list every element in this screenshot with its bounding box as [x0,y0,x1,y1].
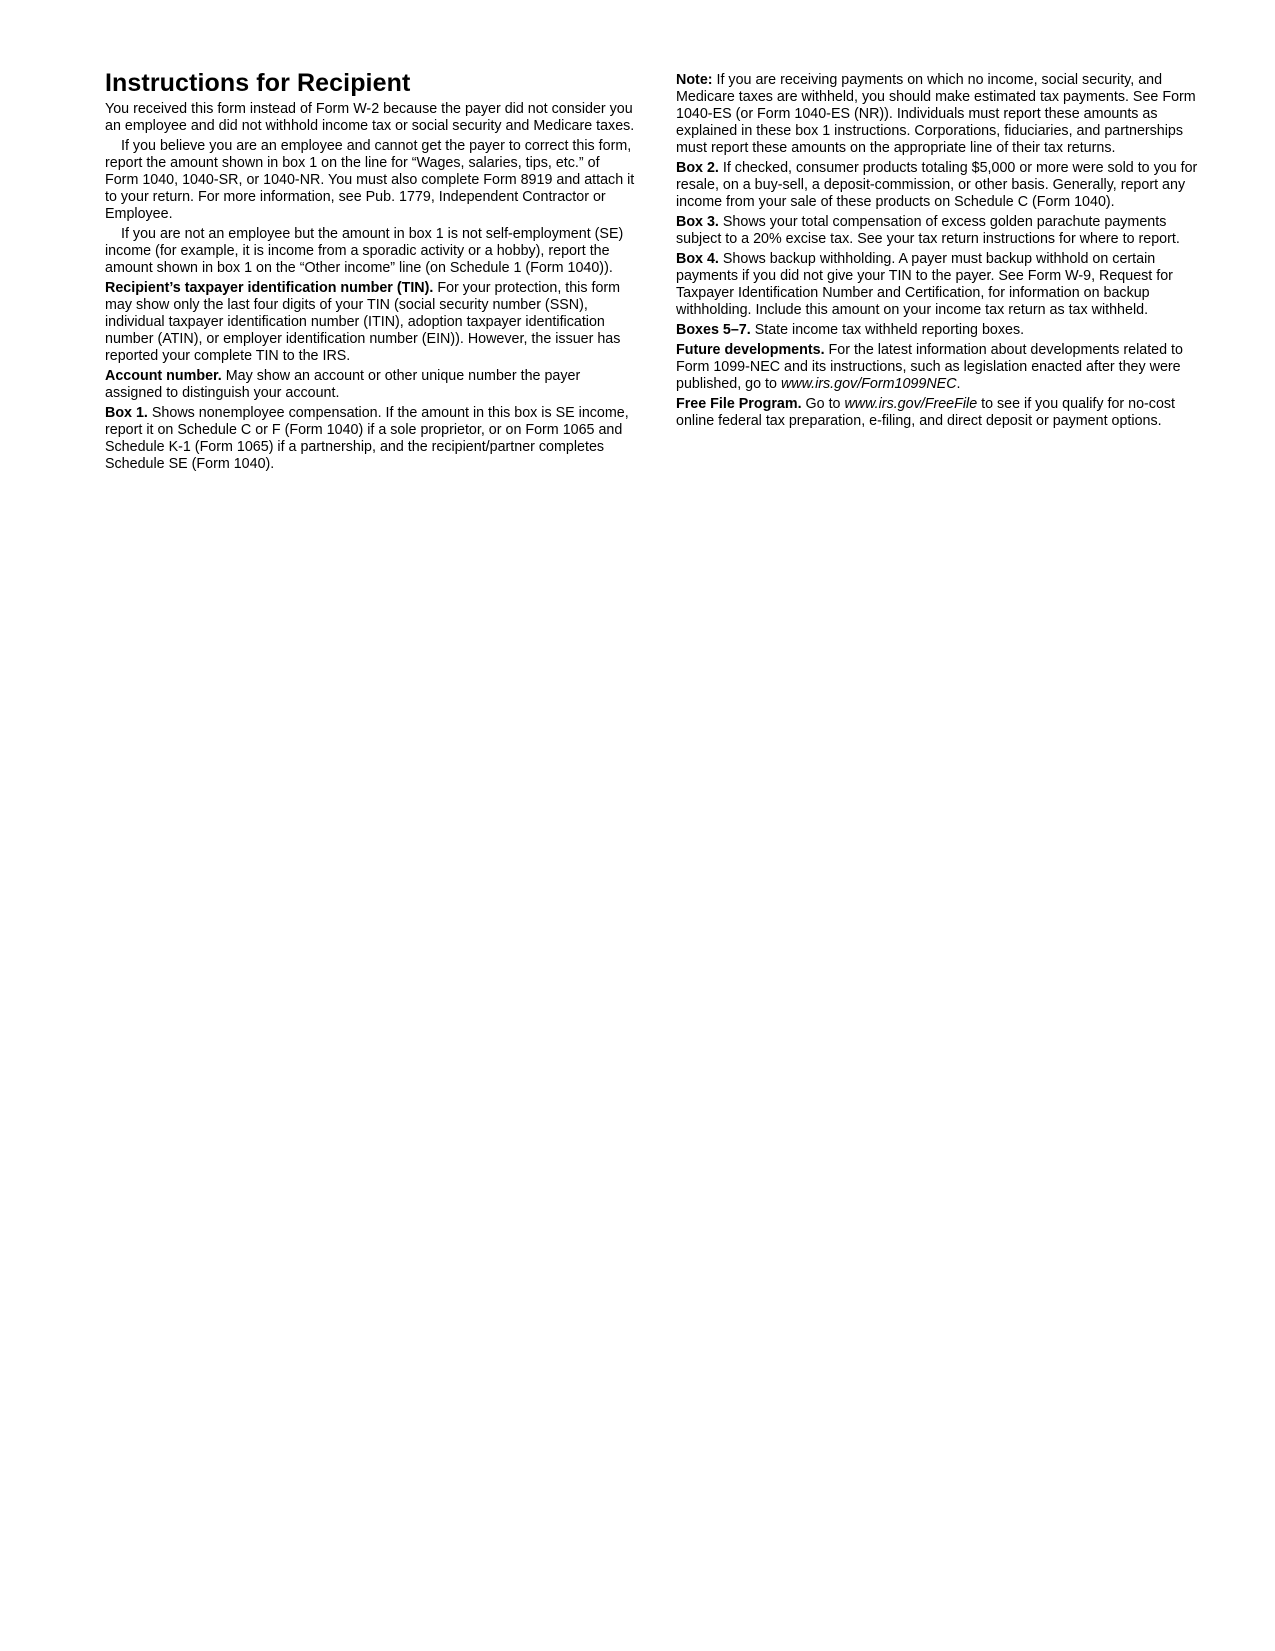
page-title: Instructions for Recipient [105,69,411,97]
boxes5-7-text: State income tax withheld reporting boxes. [750,322,1025,338]
future-developments-heading: Future developments. [676,342,825,358]
tin-heading: Recipient’s taxpayer identification number (TIN). [105,280,434,296]
box1-heading: Box 1. [105,405,148,421]
right-column [676,0,1201,433]
future-developments-section [676,342,1201,393]
left-column [105,0,635,476]
box4-text: Shows backup withholding. A payer must backup withhold on certain payments if you did not give your TIN to the payer. See Form W-9, Request for Taxpayer Identification Number and Certification, for information on backup withholding. Include this amount on your income tax return as tax withheld. [676,251,1173,318]
free-file-text: Go to [801,396,845,412]
free-file-section [676,396,1201,430]
note-text: If you are receiving payments on which no income, social security, and Medicare taxes are withheld, you should make estimated tax payments. See Form 1040-ES (or Form 1040-ES (NR)). Individuals must report these amounts as explained in these box 1 instructions. Corporations, fiduciaries, and partnerships must report these amounts on the appropriate line of their tax returns. [676,72,1196,156]
box2-heading: Box 2. [676,160,719,176]
note-heading: Note: [676,72,713,88]
future-developments-text-end: . [956,376,961,392]
note-section [676,72,1201,157]
free-file-text-end: to see if you qualify for no-cost online federal tax preparation, e-filing, and direct deposit or payment options. [676,396,1176,429]
box2-section [676,160,1201,211]
freefile-link[interactable]: www.irs.gov/FreeFile [844,396,978,412]
future-developments-text: For the latest information about developments related to Form 1099-NEC and its instructions, such as legislation enacted after they were published, go to [676,342,1183,392]
intro-paragraph-1: You received this form instead of Form W-2 because the payer did not consider you an employee and did not withhold income tax or social security and Medicare taxes. [105,101,635,134]
tin-text: For your protection, this form may show only the last four digits of your TIN (social security number (SSN), individual taxpayer identification number (ITIN), adoption taxpayer identification number (ATIN), or employer identification number (EIN)). However, the issuer has reported your complete TIN to the IRS. [105,280,621,364]
box2-text: If checked, consumer products totaling $5,000 or more were sold to you for resale, on a buy-sell, a deposit-commission, or other basis. Generally, report any income from your sale of these products on Schedule C (Form 1040). [676,160,1198,210]
box3-heading: Box 3. [676,214,719,230]
free-file-heading: Free File Program. [676,396,802,412]
tin-section [105,280,635,365]
box1-section [105,405,635,473]
box4-heading: Box 4. [676,251,719,267]
box4-section [676,251,1201,319]
box3-section [676,214,1201,248]
box3-text: Shows your total compensation of excess golden parachute payments subject to a 20% excise tax. See your tax return instructions for where to report. [676,214,1180,247]
account-number-section [105,368,635,402]
form1099nec-link[interactable]: www.irs.gov/Form1099NEC [780,376,957,392]
boxes5-7-section [676,322,1201,339]
account-number-text: May show an account or other unique number the payer assigned to distinguish your account. [105,368,581,401]
boxes5-7-heading: Boxes 5–7. [676,322,751,338]
intro-paragraph-2: If you believe you are an employee and cannot get the payer to correct this form, report the amount shown in box 1 on the line for “Wages, salaries, tips, etc.” of Form 1040, 1040-SR, or 1040-NR. You must also complete Form 8919 and attach it to your return. For more information, see Pub. 1779, Independent Contractor or Employee. [105,138,635,222]
account-number-heading: Account number. [105,368,222,384]
intro-paragraph-3: If you are not an employee but the amount in box 1 is not self-employment (SE) income (for example, it is income from a sporadic activity or a hobby), report the amount shown in box 1 on the “Other income” line (on Schedule 1 (Form 1040)). [105,226,624,276]
box1-text: Shows nonemployee compensation. If the amount in this box is SE income, report it on Schedule C or F (Form 1040) if a sole proprietor, or on Form 1065 and Schedule K-1 (Form 1065) if a partnership, and the recipient/partner completes Schedule SE (Form 1040). [105,405,629,472]
